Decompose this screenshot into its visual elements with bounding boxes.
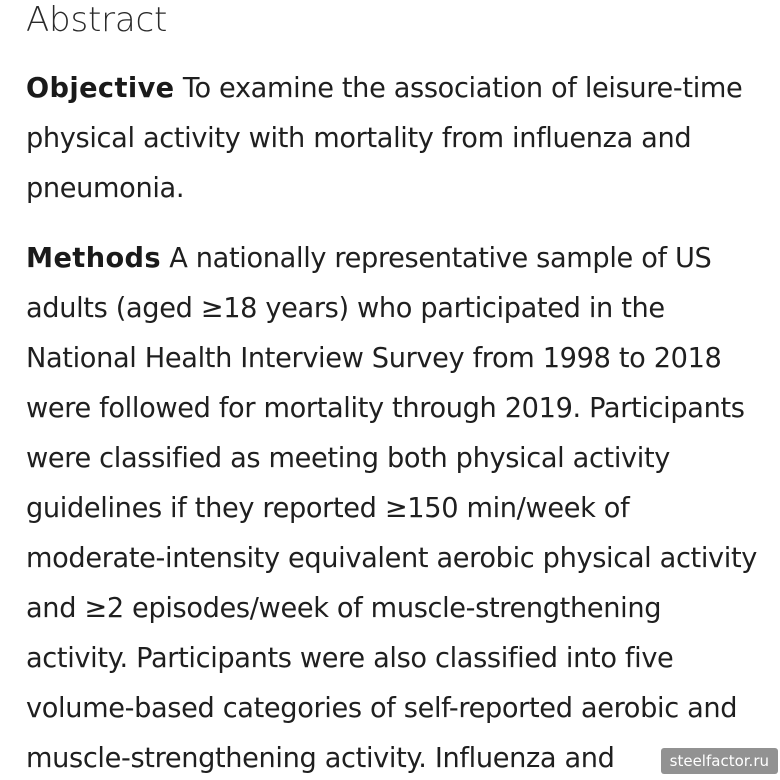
paragraph-line: adults (aged ≥18 years) who participated in the — [26, 293, 665, 324]
paragraph-line: were followed for mortality through 2019. Participants — [26, 393, 745, 424]
objective-paragraph — [26, 64, 766, 214]
methods-paragraph — [26, 234, 766, 780]
paragraph-line: National Health Interview Survey from 1998 to 2018 — [26, 343, 722, 374]
paragraph-line: were classified as meeting both physical activity — [26, 443, 671, 474]
methods-text: A nationally representative sample of US — [169, 243, 712, 274]
paragraph-line: pneumonia. — [26, 173, 185, 204]
abstract-heading: Abstract — [26, 0, 168, 40]
paragraph-line: physical activity with mortality from influenza and — [26, 123, 692, 154]
watermark: steelfactor.ru — [661, 748, 778, 774]
objective-text: To examine the association of leisure-time — [182, 73, 743, 104]
paragraph-line: muscle-strengthening activity. Influenza and — [26, 743, 615, 774]
objective-label: Objective — [26, 73, 175, 104]
paragraph-line — [26, 234, 766, 284]
paragraph-line — [26, 64, 766, 114]
methods-label: Methods — [26, 243, 161, 274]
paragraph-line: moderate-intensity equivalent aerobic physical activity — [26, 543, 758, 574]
paragraph-line: activity. Participants were also classified into five — [26, 643, 674, 674]
paragraph-line: guidelines if they reported ≥150 min/week of — [26, 493, 630, 524]
paragraph-line: and ≥2 episodes/week of muscle-strengthening — [26, 593, 662, 624]
paragraph-line: volume-based categories of self-reported aerobic and — [26, 693, 738, 724]
